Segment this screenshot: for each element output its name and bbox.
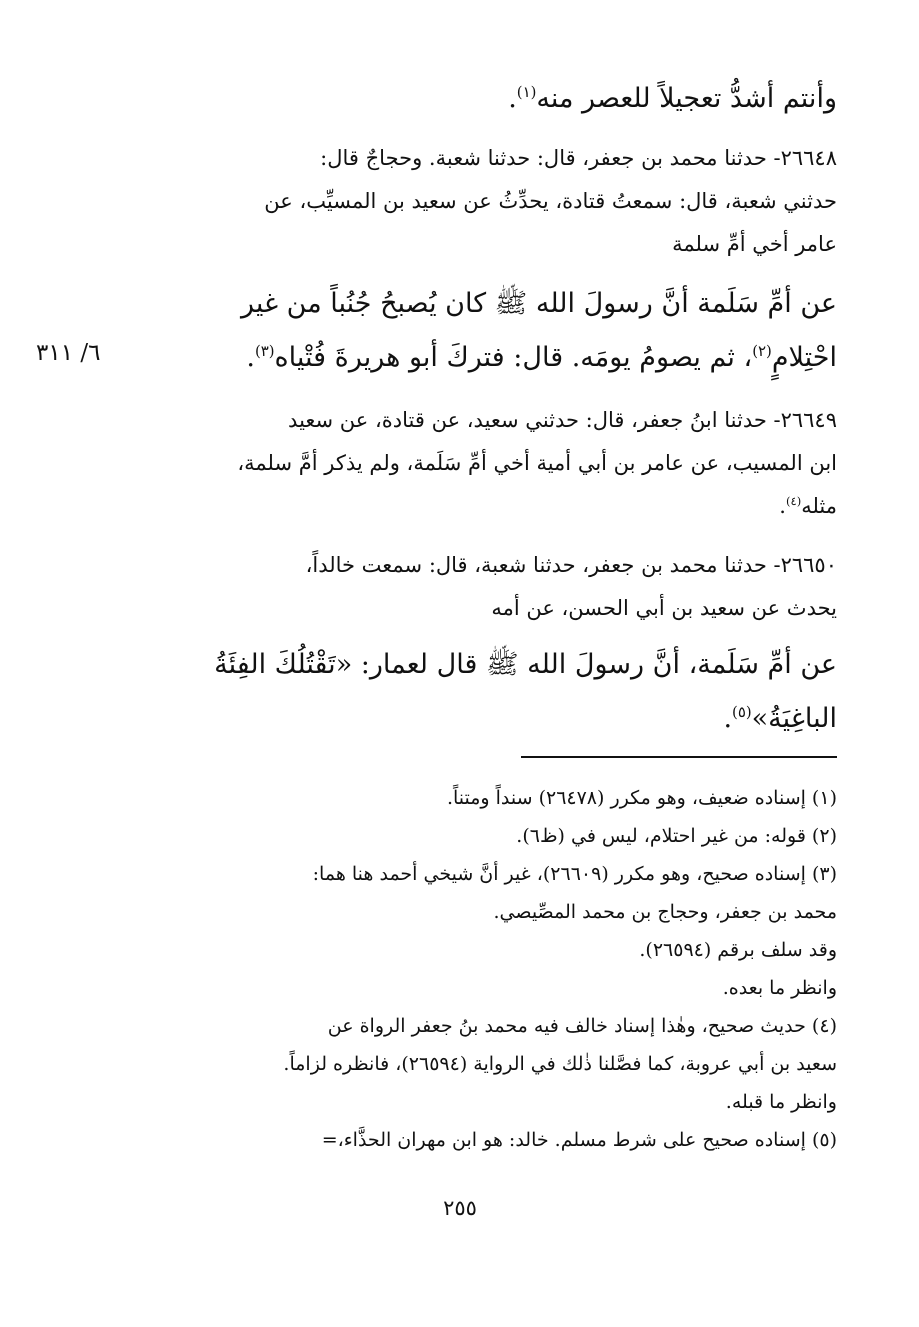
hadith-line: ابن المسيب، عن عامر بن أبي أمية أخي أمِّ سَلَمة، ولم يذكر أمَّ سلمة، [237,451,837,475]
matn-line: عن أمِّ سَلَمة، أنَّ رسولَ الله ﷺ قال لعمار: «تَقْتُلُكَ الفِئَةُ [214,649,837,680]
footnote-4-cont: وانظر ما قبله. [725,1091,837,1113]
footnotes [135,779,837,1159]
opening-line [135,72,837,126]
hadith-26648-matn [135,277,837,385]
footnote-4-cont: سعيد بن أبي عروبة، كما فصَّلنا ذٰلك في الرواية (٢٦٥٩٤)، فانظره لزاماً. [283,1053,837,1075]
hadith-line: ٢٦٦٤٩- حدثنا ابنُ جعفر، قال: حدثني سعيد، عن قتادة، عن سعيد [288,408,837,432]
isnad-line: يحدث عن سعيد بن أبي الحسن، عن أمه [491,596,837,620]
footnote-5: (٥) إسناده صحيح على شرط مسلم. خالد: هو ابن مهران الحذَّاء،= [321,1129,837,1151]
page-number: ٢٥٥ [443,1196,477,1220]
footnote-ref: (٣) [254,342,275,360]
footnote-ref: (٥) [732,703,752,721]
footnote-2: (٢) قوله: من غير احتلام، ليس في (ظ٦). [516,825,837,847]
matn-line: عن أمِّ سَلَمة أنَّ رسولَ الله ﷺ كان يُصبحُ جُنُباً من غير [240,288,837,319]
footnote-ref: (٢) [752,342,772,360]
isnad-line: حدثني شعبة، قال: سمعتُ قتادة، يحدِّثُ عن سعيد بن المسيِّب، عن [264,189,837,213]
footnote-3-cont: محمد بن جعفر، وحجاج بن محمد المصِّيصي. [493,901,837,923]
hadith-26649 [135,399,837,528]
footnote-1: (١) إسناده ضعيف، وهو مكرر (٢٦٤٧٨) سنداً ومتناً. [446,787,837,809]
hadith-26648-isnad [135,137,837,266]
footnote-3-cont: وانظر ما بعده. [722,977,837,999]
margin-reference: ٦/ ٣١١ [36,340,101,366]
matn-line: احْتِلامٍ$^{(٢)}$، ثم يصومُ يومَه. قال: فتركَ أبو هريرةَ فُتْياه$^{(٣)}$. [246,342,837,373]
hadith-line: مثله$^{(٤)}$. [779,494,837,518]
isnad-line: ٢٦٦٥٠- حدثنا محمد بن جعفر، حدثنا شعبة، قال: سمعت خالداً، [305,553,837,577]
footnote-ref: (١) [516,83,537,101]
hadith-26650-isnad [135,544,837,630]
footnote-ref: (٤) [785,494,802,508]
footnote-separator [521,756,837,758]
footnote-3: (٣) إسناده صحيح، وهو مكرر (٢٦٦٠٩)، غير أنَّ شيخي أحمد هنا هما: [312,863,837,885]
footnote-4: (٤) حديث صحيح، وهٰذا إسناد خالف فيه محمد بنُ جعفر الرواة عن [327,1015,837,1037]
isnad-line: ٢٦٦٤٨- حدثنا محمد بن جعفر، قال: حدثنا شعبة. وحجاجٌ قال: [320,146,837,170]
footnote-3-cont: وقد سلف برقم (٢٦٥٩٤). [639,939,837,961]
hadith-26650-matn [135,638,837,746]
isnad-line: عامر أخي أمِّ سلمة [672,232,837,256]
matn-line: الباغِيَةُ»$^{(٥)}$. [723,703,837,734]
opening-text: وأنتم أشدُّ تعجيلاً للعصر منه$^{(١)}$. [508,83,837,114]
